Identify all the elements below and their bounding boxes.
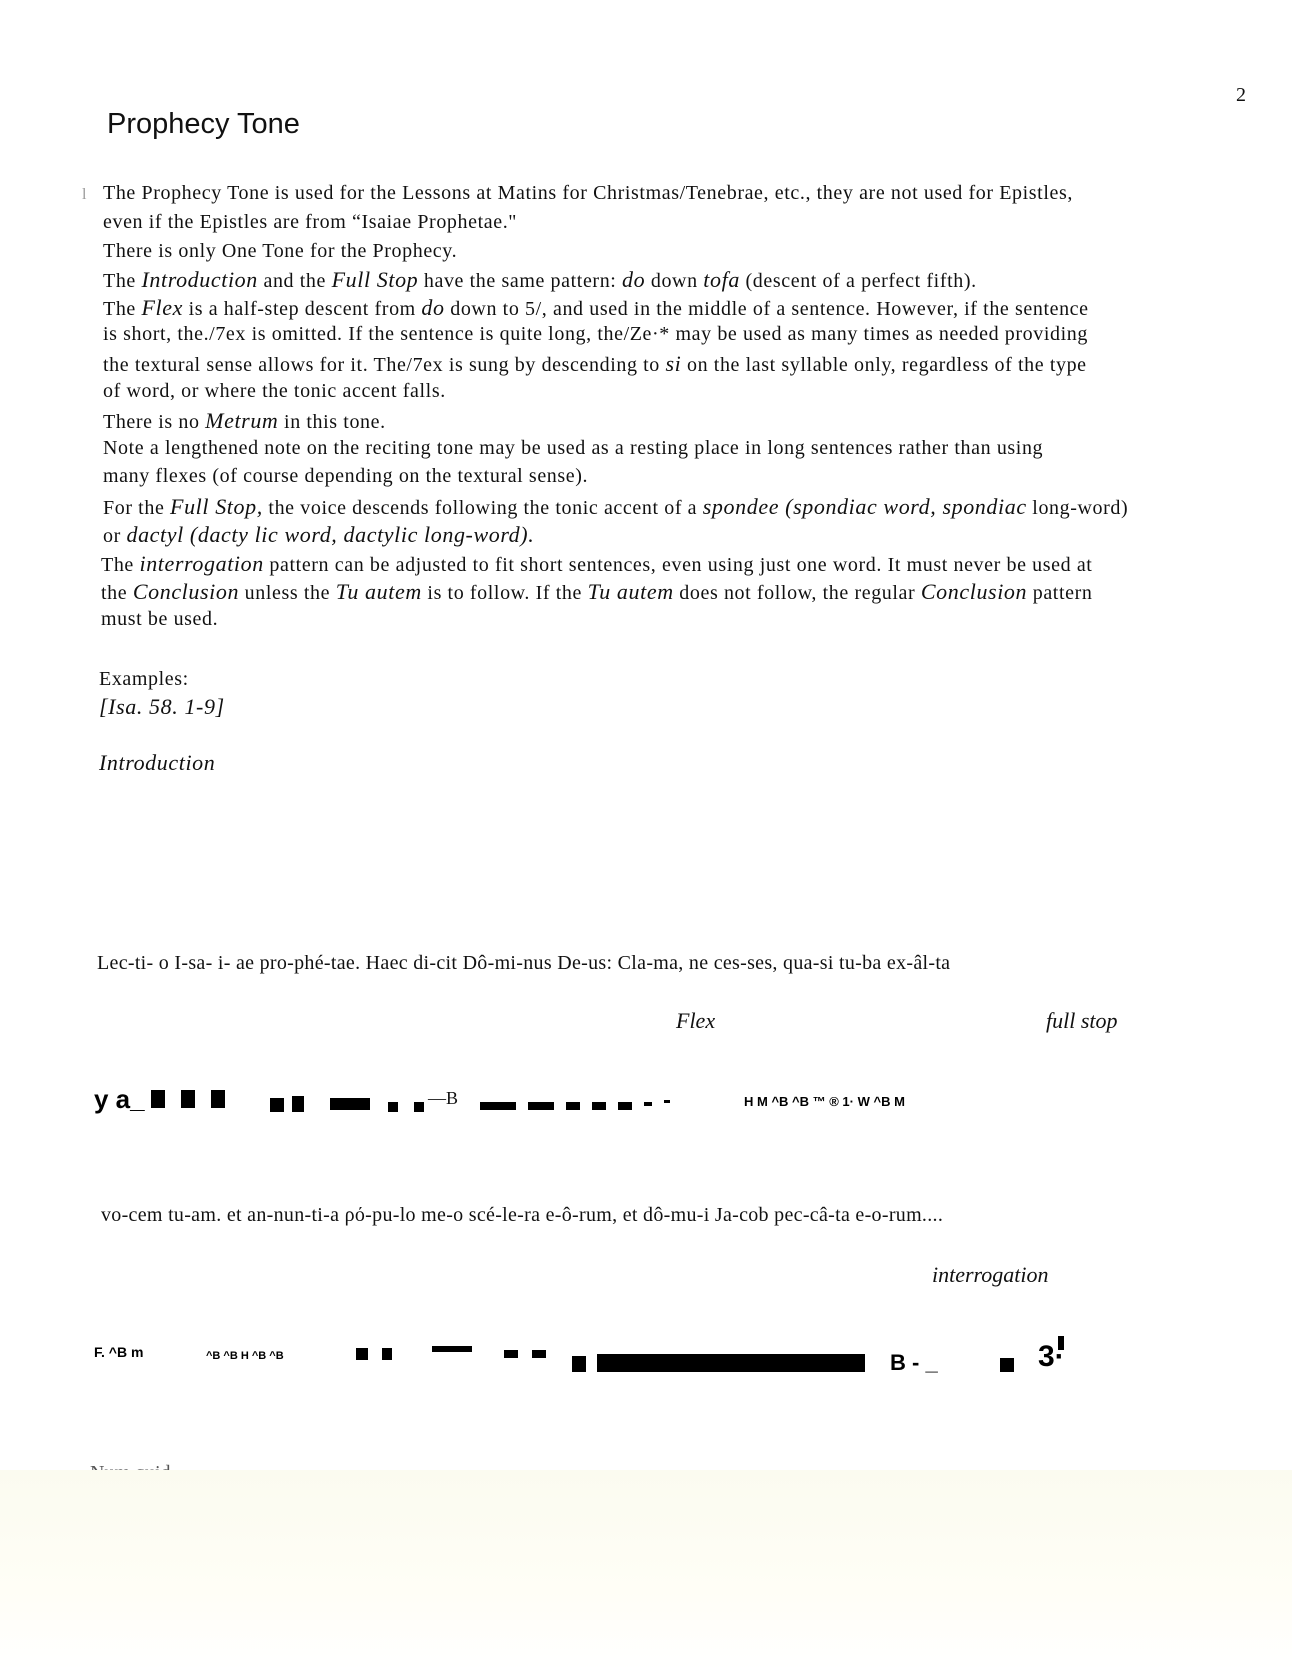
text: unless the [239,582,336,604]
note-glyphs: ^B ^B H ^B ^B [206,1350,284,1362]
para-line: There is only One Tone for the Prophecy. [103,240,458,262]
para-line: The Prophecy Tone is used for the Lessons at Matins for Christmas/Tenebrae, etc., they are not used for Epistles, [103,182,1073,204]
para-line [103,295,1089,321]
para-line: must be used. [101,608,219,630]
chant-notation [0,1070,1292,1130]
text: the textural sense allows for it. The/7ex is sung by descending to [103,354,666,376]
para-line [101,579,1092,605]
full-stop-label: full stop [1046,1008,1118,1033]
term: dactyl (dacty lic word, dactylic long-word). [126,522,535,547]
term: spondee (spondiac word, spondiac [702,494,1027,519]
text: is a half-step descent from [182,298,422,320]
chant-lyrics: Lec-ti- o I-sa- i- ae pro-phé-tae. Haec di-cit Dô-mi-nus De-us: Cla-ma, ne ces-ses, qua-si tu-ba ex-âl-ta [97,952,951,974]
para-line [103,351,1087,377]
neume [532,1350,546,1358]
text: in this tone. [278,411,386,433]
note-glyphs: y a_ [94,1084,145,1114]
neume [330,1098,370,1110]
text: The [103,298,142,320]
text: the [101,582,133,604]
text: For the [103,497,171,519]
margin-mark: l [82,186,87,203]
term: tofa [703,267,740,292]
neume [644,1102,652,1106]
text: The [103,270,142,292]
para-line [103,522,534,548]
chant-lyrics: vo-cem tu-am. et an-nun-ti-a ρό-pu-lo me-o scé-le-ra e-ô-rum, et dô-mu-i Ja-cob pec-câ-ta e-o-rum.... [101,1204,944,1226]
para-line: is short, the./7ex is omitted. If the sentence is quite long, the/Ze·* may be used as many times as needed providing [103,323,1088,345]
para-line: many flexes (of course depending on the textural sense). [103,465,589,487]
text: There is no [103,411,206,433]
note-glyphs: 3· [1038,1340,1065,1373]
neume [356,1348,368,1360]
term: Flex [141,295,183,320]
para-line [103,267,977,293]
term: si [665,351,682,376]
text: down [645,270,704,292]
term: Conclusion [920,579,1028,604]
text: pattern [1027,582,1093,604]
neume [566,1102,580,1110]
para-line: Note a lengthened note on the reciting tone may be used as a resting place in long sentences rather than using [103,437,1044,459]
neume [1000,1358,1014,1372]
neume [382,1348,392,1360]
neume [270,1098,284,1112]
neume [292,1096,304,1112]
neume [592,1102,606,1110]
note-glyphs: F. ^B m [94,1344,144,1360]
text: (descent of a perfect fifth). [739,270,977,292]
para-line [103,408,386,434]
text: long-word) [1026,497,1129,519]
neume [480,1102,516,1110]
scripture-reference: [Isa. 58. 1-9] [99,694,225,719]
page-fade [0,1470,1292,1670]
page-number: 2 [1236,84,1246,106]
note-glyphs: H M ^B ^B ™ ® 1· W ^B M [744,1094,905,1109]
text: have the same pattern: [418,270,623,292]
text: and the [257,270,332,292]
text: The [101,554,140,576]
term: do [622,267,646,292]
term: Introduction [141,267,258,292]
note-glyphs: —B [428,1088,459,1108]
text: is to follow. If the [421,582,588,604]
term: Tu autem [587,579,674,604]
flex-label: Flex [676,1008,716,1033]
note-glyphs: B - _ [890,1350,938,1375]
term: do [421,295,445,320]
page-title: Prophecy Tone [107,108,300,140]
text: down to 5/, and used in the middle of a sentence. However, if the sentence [444,298,1089,320]
text: or [103,525,127,547]
neume [432,1346,472,1352]
examples-heading: Examples: [99,668,189,690]
neume [181,1090,195,1108]
para-line [101,551,1092,577]
term: Full Stop, [170,494,263,519]
term: Tu autem [335,579,422,604]
term: Conclusion [132,579,240,604]
chant-notation [0,1330,1292,1390]
section-label: Introduction [99,750,216,775]
text: on the last syllable only, regardless of the type [681,354,1087,376]
neume-bar [597,1354,865,1372]
text: pattern can be adjusted to fit short sentences, even using just one word. It must never be used at [263,554,1093,576]
neume [151,1090,165,1108]
neume [618,1102,632,1110]
neume [528,1102,554,1110]
neume [504,1350,518,1358]
neume [388,1102,398,1112]
para-line: of word, or where the tonic accent falls. [103,380,446,402]
neume [211,1090,225,1108]
term: Full Stop [331,267,419,292]
text: the voice descends following the tonic accent of a [262,497,703,519]
text: does not follow, the regular [673,582,921,604]
interrogation-label: interrogation [932,1262,1049,1287]
para-line [103,494,1128,520]
neume [572,1356,586,1372]
neume [664,1100,670,1103]
neume [414,1102,424,1112]
para-line: even if the Epistles are from “Isaiae Prophetae." [103,211,518,233]
term: Metrum [205,408,279,433]
term: interrogation [139,551,264,576]
